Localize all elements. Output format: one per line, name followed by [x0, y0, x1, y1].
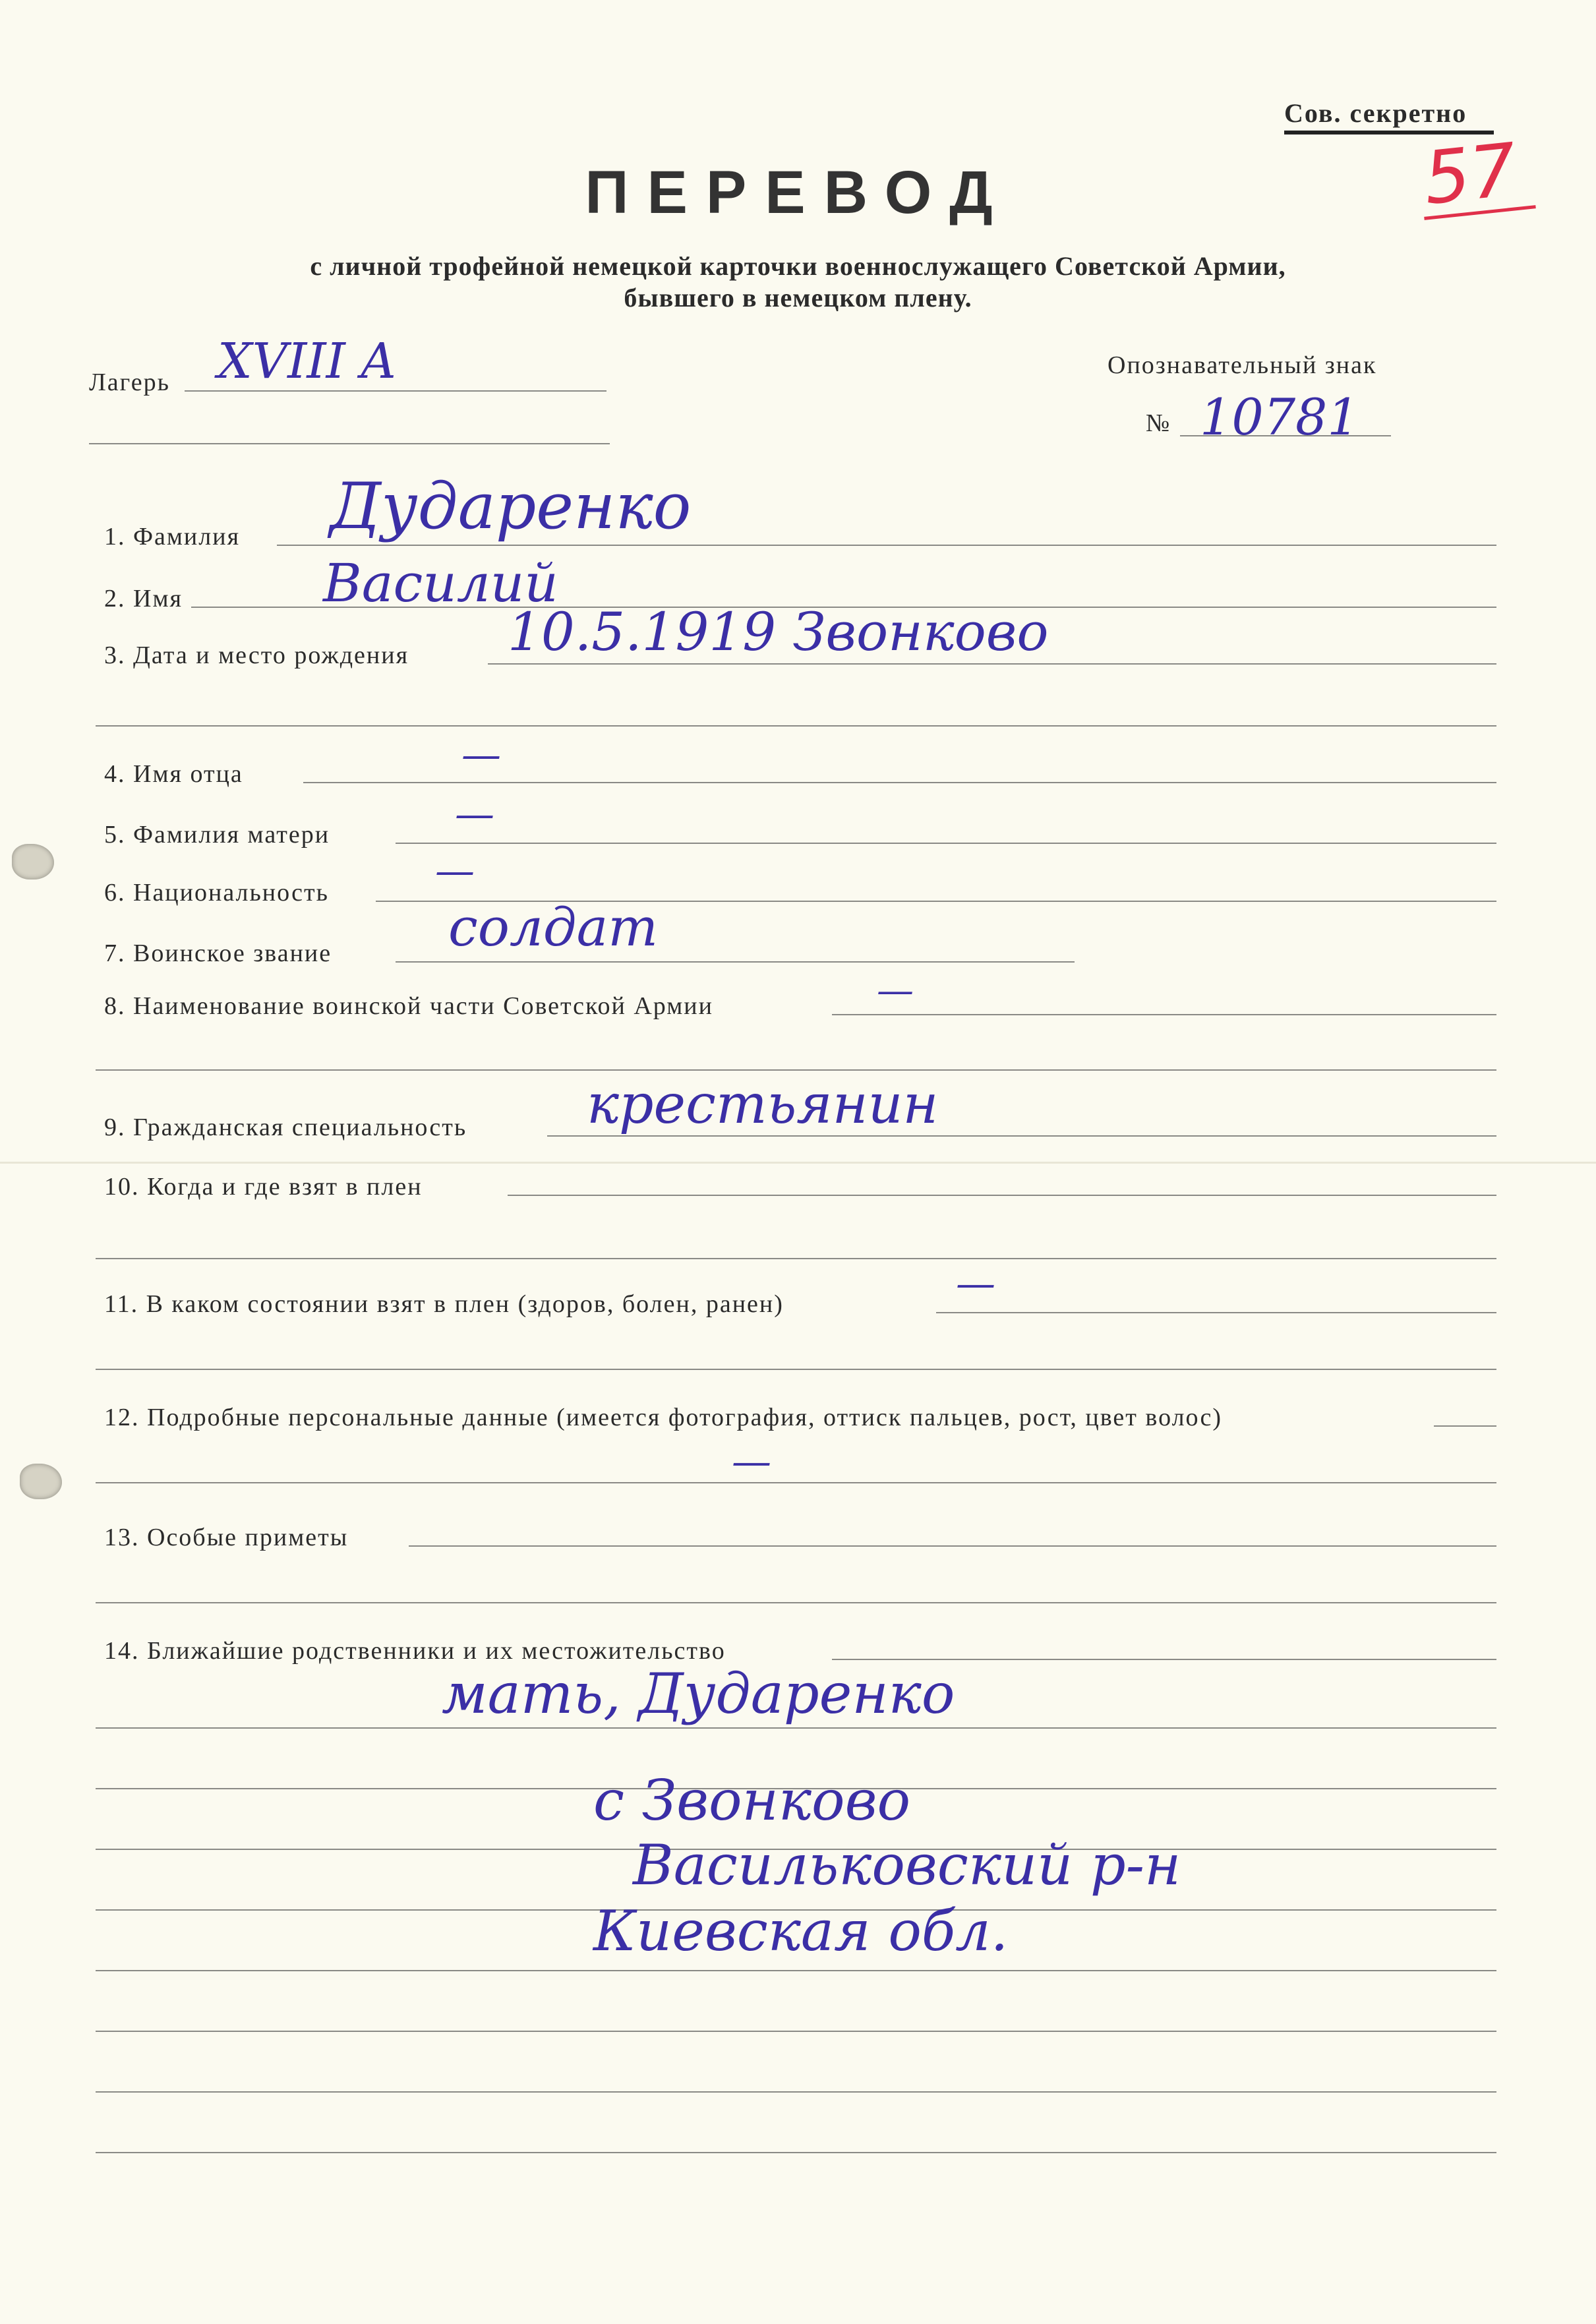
- field-birth-line-2: [96, 725, 1496, 727]
- field-condition-value: —: [956, 1261, 995, 1307]
- camp-line-2: [89, 443, 610, 444]
- field-unit-line-2: [96, 1069, 1496, 1071]
- field-rank-value: солдат: [448, 897, 659, 958]
- field-father-name-label: 4. Имя отца: [104, 760, 243, 788]
- field-personal-data-label: 12. Подробные персональные данные (имеется фотография, оттиск пальцев, рост, цвет волос): [104, 1404, 1222, 1431]
- field-surname-line: [277, 545, 1496, 546]
- field-father-name-value: —: [461, 732, 501, 778]
- relatives-line-1: [96, 1727, 1496, 1729]
- punch-hole: [20, 1464, 62, 1499]
- id-tag-label: Опознавательный знак: [1108, 351, 1377, 379]
- field-birth-line: [488, 663, 1496, 665]
- camp-value: XVIII A: [218, 333, 396, 390]
- field-unit-line: [832, 1014, 1496, 1015]
- field-unit-value: —: [877, 969, 914, 1012]
- relatives-line-7: [96, 2091, 1496, 2093]
- field-nationality-label: 6. Национальность: [104, 879, 329, 907]
- subtitle-line-2: бывшего в немецком плену.: [624, 283, 972, 313]
- field-birth-value: 10.5.1919 Звонково: [508, 601, 1049, 663]
- field-marks-line: [409, 1545, 1496, 1547]
- field-unit-label: 8. Наименование воинской части Советской Армии: [104, 992, 713, 1020]
- field-captured-label: 10. Когда и где взят в плен: [104, 1173, 423, 1201]
- field-personal-data-value: —: [732, 1439, 771, 1485]
- relative-entry-1: мать, Дударенко: [442, 1661, 955, 1726]
- relatives-line-5: [96, 1970, 1496, 1971]
- relative-entry-2: с Звонково: [593, 1768, 911, 1833]
- field-name-label: 2. Имя: [104, 585, 183, 612]
- field-rank-label: 7. Воинское звание: [104, 939, 332, 967]
- camp-label: Лагерь: [89, 369, 170, 396]
- relatives-line-8: [96, 2152, 1496, 2153]
- id-number-value: 10781: [1200, 388, 1359, 446]
- field-name-value: Василий: [323, 552, 558, 614]
- field-mother-surname-label: 5. Фамилия матери: [104, 821, 330, 849]
- id-number-label: №: [1146, 409, 1171, 437]
- field-mother-surname-value: —: [455, 791, 494, 837]
- field-surname-value: Дударенко: [330, 469, 692, 543]
- camp-line: [185, 390, 606, 392]
- field-personal-data-line-2: [96, 1482, 1496, 1483]
- field-marks-label: 13. Особые приметы: [104, 1524, 349, 1551]
- paper-fold: [0, 1162, 1596, 1164]
- field-relatives-label: 14. Ближайшие родственники и их местожительство: [104, 1637, 726, 1665]
- folio-number: 57: [1419, 127, 1521, 221]
- field-marks-line-2: [96, 1602, 1496, 1603]
- field-condition-line-2: [96, 1369, 1496, 1370]
- field-relatives-line: [832, 1659, 1496, 1660]
- field-captured-line-2: [96, 1258, 1496, 1259]
- field-occupation-value: крестьянин: [587, 1073, 939, 1136]
- field-nationality-value: —: [435, 848, 475, 894]
- field-surname-label: 1. Фамилия: [104, 523, 241, 551]
- relatives-line-6: [96, 2031, 1496, 2032]
- secrecy-stamp: Сов. секретно: [1284, 98, 1467, 128]
- punch-hole: [12, 844, 54, 879]
- field-condition-label: 11. В каком состоянии взят в плен (здоров, болен, ранен): [104, 1290, 784, 1318]
- field-rank-line: [396, 961, 1075, 963]
- subtitle-line-1: с личной трофейной немецкой карточки военнослужащего Советской Армии,: [310, 251, 1286, 281]
- field-occupation-label: 9. Гражданская специальность: [104, 1114, 467, 1141]
- relative-entry-3: Васильковский р-н: [633, 1833, 1181, 1897]
- document-title: ПЕРЕВОД: [585, 159, 1011, 226]
- relative-entry-4: Киевская обл.: [593, 1899, 1009, 1963]
- field-condition-line: [936, 1312, 1496, 1313]
- field-birth-label: 3. Дата и место рождения: [104, 641, 409, 669]
- field-mother-surname-line: [396, 843, 1496, 844]
- field-captured-line: [508, 1195, 1496, 1196]
- field-father-name-line: [303, 782, 1496, 783]
- field-personal-data-line: [1434, 1425, 1496, 1427]
